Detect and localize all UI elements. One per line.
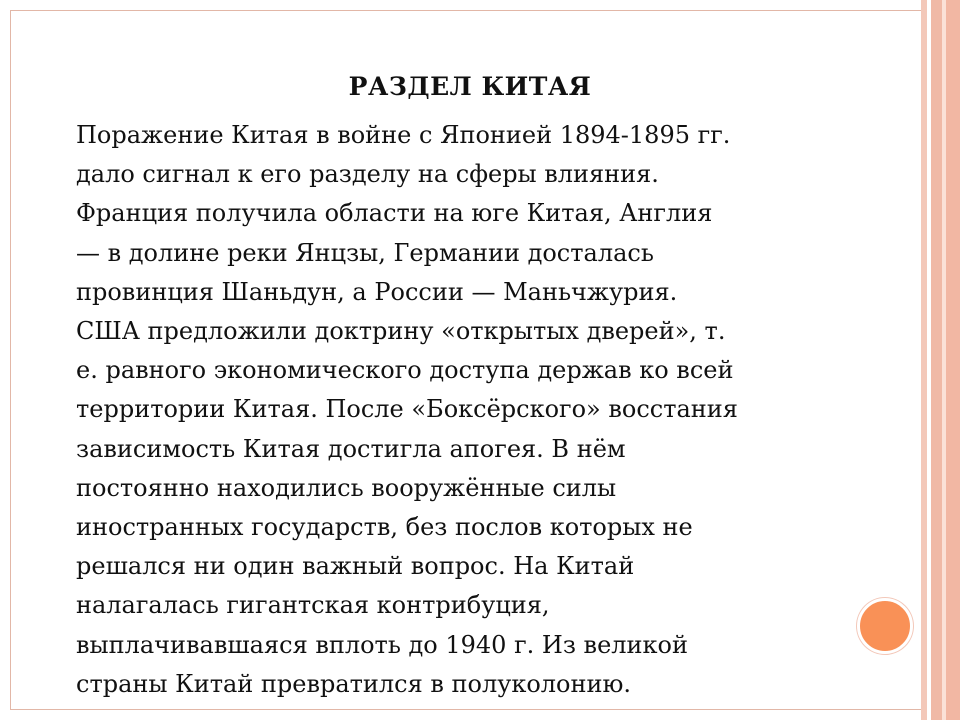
body-line: налагалась гигантская контрибуция, bbox=[76, 591, 550, 620]
body-line: Поражение Китая в войне с Японией 1894-1895 гг. bbox=[76, 121, 731, 149]
body-line: зависимость Китая достигла апогея. В нём bbox=[76, 434, 626, 463]
body-line: иностранных государств, без послов которых не bbox=[76, 513, 693, 542]
slide-body-text bbox=[76, 116, 866, 704]
body-line: дало сигнал к его разделу на сферы влияния. bbox=[76, 160, 659, 189]
slide-title: РАЗДЕЛ КИТАЯ bbox=[348, 72, 592, 101]
body-line: США предложили доктрину «открытых дверей», т. bbox=[76, 317, 726, 346]
decorative-stripe bbox=[931, 0, 942, 720]
body-line: решался ни один важный вопрос. На Китай bbox=[76, 552, 635, 581]
body-line: е. равного экономического доступа держав ко всей bbox=[76, 356, 734, 385]
body-line: страны Китай превратился в полуколонию. bbox=[76, 669, 631, 698]
body-line: провинция Шаньдун, а России — Маньчжурия. bbox=[76, 277, 678, 306]
body-line: территории Китая. После «Боксёрского» восстания bbox=[76, 395, 738, 424]
body-line: выплачивавшаяся вплоть до 1940 г. Из великой bbox=[76, 630, 688, 659]
body-line: — в долине реки Янцзы, Германии досталась bbox=[76, 238, 654, 267]
body-line: постоянно находились вооружённые силы bbox=[76, 473, 617, 502]
body-line: Франция получила области на юге Китая, Англия bbox=[76, 199, 713, 228]
decorative-stripe bbox=[946, 0, 960, 720]
